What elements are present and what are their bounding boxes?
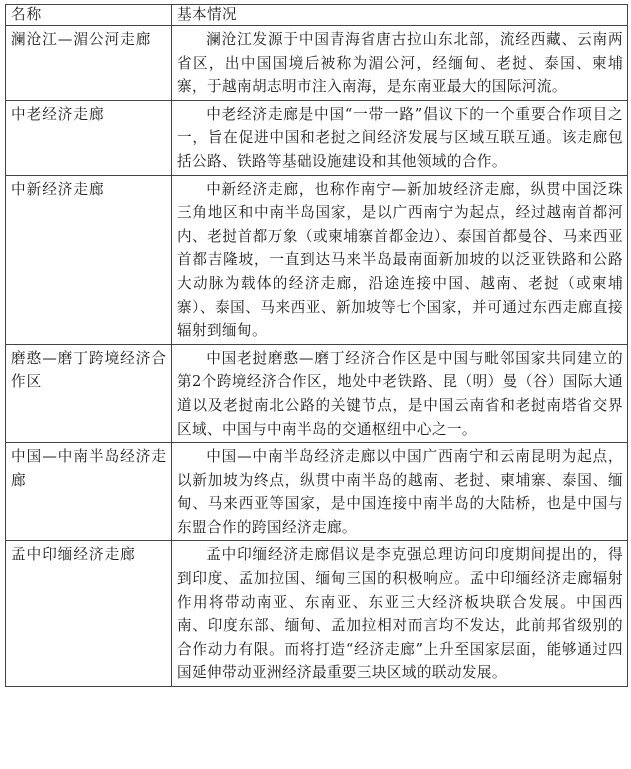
info-table bbox=[5, 4, 628, 687]
row-name-cell: 澜沧江—湄公河走廊 bbox=[6, 26, 172, 101]
row-name-cell: 中新经济走廊 bbox=[6, 175, 172, 344]
row-desc-cell: 中国老挝磨憨—磨丁经济合作区是中国与毗邻国家共同建立的第2个跨境经济合作区，地处中老铁路、昆（明）曼（谷）国际大通道以及老挝南北公路的关键节点，是中国云南省和老挝南塔省交界区域、中国与中南半岛的交通枢纽中心之一。 bbox=[172, 344, 628, 442]
table-header-row bbox=[6, 5, 628, 26]
table-row bbox=[6, 541, 628, 687]
table-row bbox=[6, 100, 628, 175]
row-desc-cell: 中新经济走廊，也称作南宁—新加坡经济走廊，纵贯中国泛珠三角地区和中南半岛国家，是以广西南宁为起点，经过越南首都河内、老挝首都万象（或柬埔寨首都金边）、泰国首都曼谷、马来西亚首都吉隆坡，一直到达马来半岛最南面新加坡的以泛亚铁路和公路大动脉为载体的经济走廊，沿途连接中国、越南、老挝（或柬埔寨）、泰国、马来西亚、新加坡等七个国家，并可通过东西走廊直接辐射到缅甸。 bbox=[172, 175, 628, 344]
row-desc-cell: 孟中印缅经济走廊倡议是李克强总理访问印度期间提出的，得到印度、孟加拉国、缅甸三国的积极响应。孟中印缅经济走廊辐射作用将带动南亚、东南亚、东亚三大经济板块联合发展。中国西南、印度东部、缅甸、孟加拉相对而言均不发达，此前邦省级别的合作动力有限。而将打造“经济走廊”上升至国家层面，能够通过四国延伸带动亚洲经济最重要三块区域的联动发展。 bbox=[172, 541, 628, 687]
table-row bbox=[6, 344, 628, 442]
row-name-cell: 磨憨—磨丁跨境经济合作区 bbox=[6, 344, 172, 442]
row-desc-cell: 中国—中南半岛经济走廊以中国广西南宁和云南昆明为起点，以新加坡为终点，纵贯中南半岛的越南、老挝、柬埔寨、泰国、缅甸、马来西亚等国家，是中国连接中南半岛的大陆桥，也是中国与东盟合作的跨国经济走廊。 bbox=[172, 443, 628, 541]
row-name-cell: 中国—中南半岛经济走廊 bbox=[6, 443, 172, 541]
row-desc-cell: 中老经济走廊是中国“一带一路”倡议下的一个重要合作项目之一，旨在促进中国和老挝之间经济发展与区域互联互通。该走廊包括公路、铁路等基础设施建设和其他领域的合作。 bbox=[172, 100, 628, 175]
row-name-cell: 中老经济走廊 bbox=[6, 100, 172, 175]
row-desc-cell: 澜沧江发源于中国青海省唐古拉山东北部，流经西藏、云南两省区，出中国国境后被称为湄公河，经缅甸、老挝、泰国、柬埔寨，于越南胡志明市注入南海，是东南亚最大的国际河流。 bbox=[172, 26, 628, 101]
table-row bbox=[6, 26, 628, 101]
header-name-cell: 名称 bbox=[6, 5, 172, 26]
table-row bbox=[6, 175, 628, 344]
header-desc-cell: 基本情况 bbox=[172, 5, 628, 26]
row-name-cell: 孟中印缅经济走廊 bbox=[6, 541, 172, 687]
table-row bbox=[6, 443, 628, 541]
